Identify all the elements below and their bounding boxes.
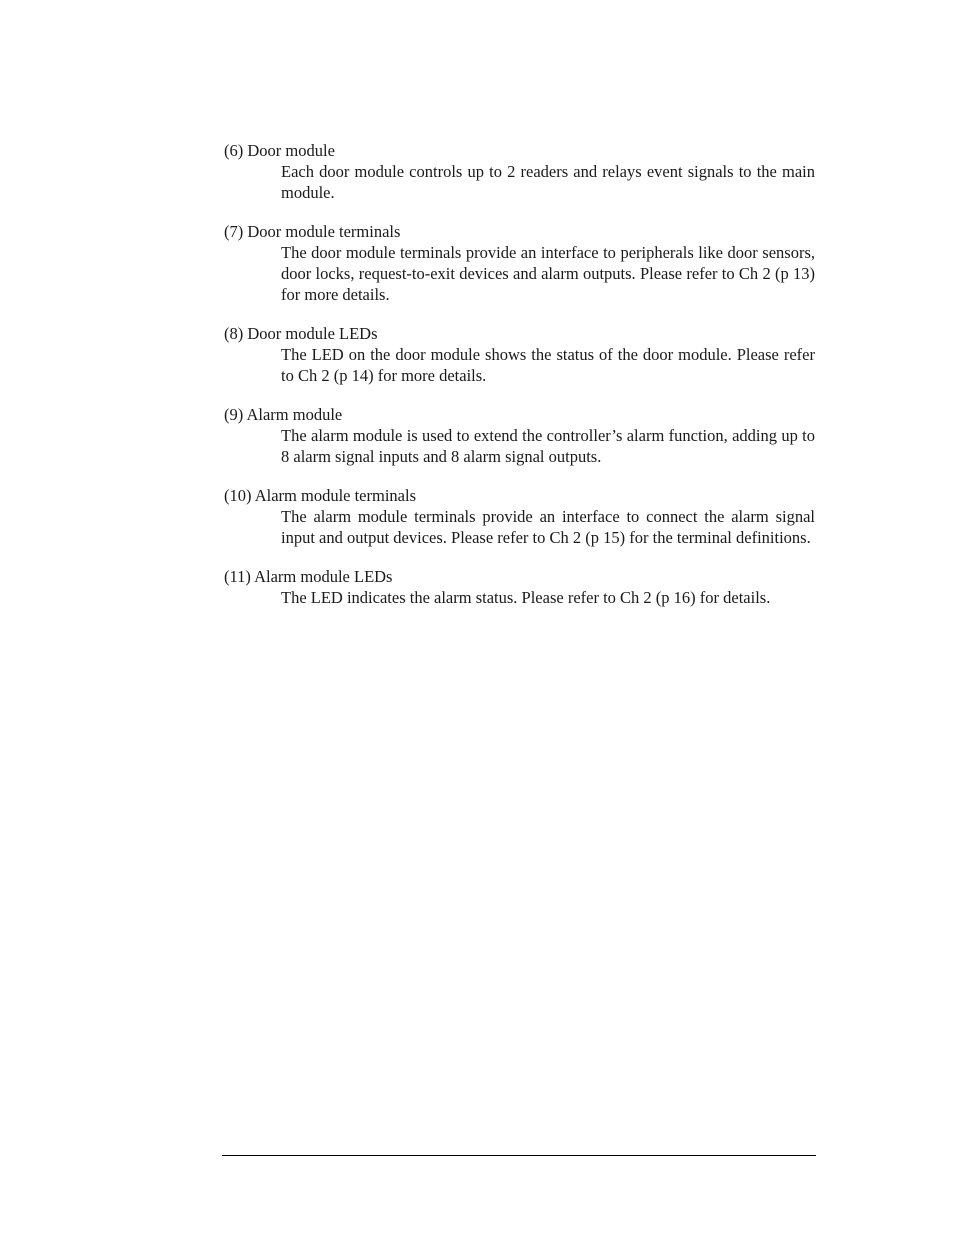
section-heading: (11) Alarm module LEDs xyxy=(224,567,393,586)
document-content xyxy=(224,140,815,626)
section-door-module-leds xyxy=(224,323,815,386)
section-body: The LED indicates the alarm status. Please refer to Ch 2 (p 16) for details. xyxy=(281,588,771,607)
section-body: The alarm module is used to extend the controller’s alarm function, adding up to 8 alarm signal inputs and 8 alarm signal outputs. xyxy=(281,426,815,466)
section-door-module xyxy=(224,140,815,203)
section-alarm-module-terminals xyxy=(224,485,815,548)
section-body: Each door module controls up to 2 readers and relays event signals to the main module. xyxy=(281,162,815,202)
section-body: The alarm module terminals provide an interface to connect the alarm signal input and output devices. Please refer to Ch 2 (p 15) for the terminal definitions. xyxy=(281,507,815,547)
section-heading: (10) Alarm module terminals xyxy=(224,486,416,505)
section-heading: (7) Door module terminals xyxy=(224,222,401,241)
section-heading: (6) Door module xyxy=(224,141,335,160)
section-body: The LED on the door module shows the status of the door module. Please refer to Ch 2 (p 14) for more details. xyxy=(281,345,815,385)
section-body: The door module terminals provide an interface to peripherals like door sensors, door locks, request-to-exit devices and alarm outputs. Please refer to Ch 2 (p 13) for more details. xyxy=(281,243,815,304)
section-alarm-module-leds xyxy=(224,566,815,608)
section-heading: (9) Alarm module xyxy=(224,405,343,424)
section-heading: (8) Door module LEDs xyxy=(224,324,378,343)
section-door-module-terminals xyxy=(224,221,815,305)
section-alarm-module xyxy=(224,404,815,467)
footer-rule xyxy=(222,1155,816,1156)
